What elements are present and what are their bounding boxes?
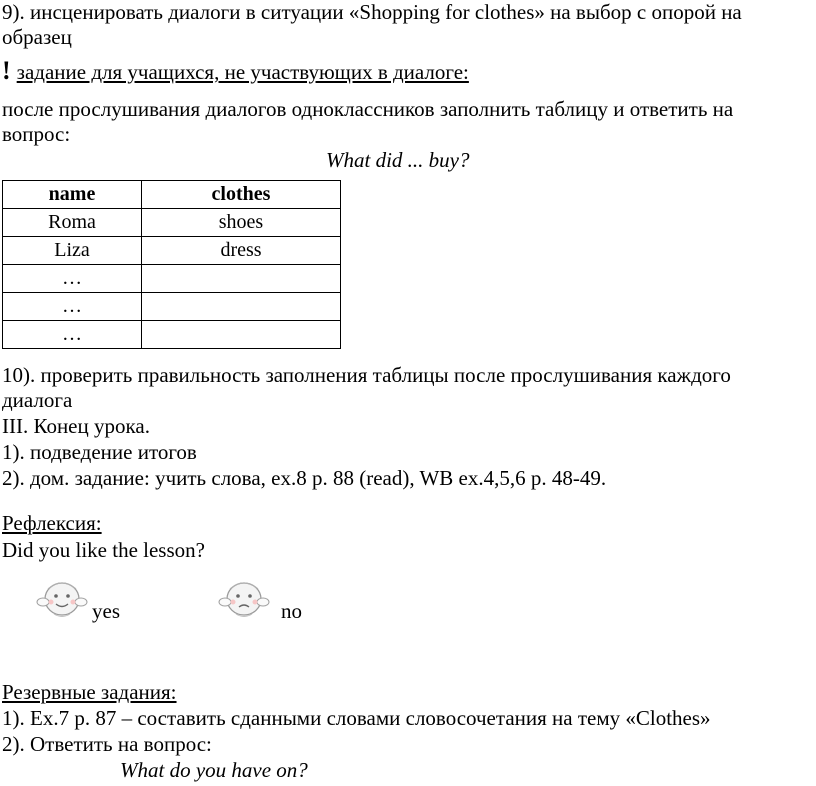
- lesson-end-item-2: 2). дом. задание: учить слова, ex.8 p. 88 (read), WB ex.4,5,6 p. 48-49.: [2, 466, 607, 490]
- reflection-question: Did you like the lesson?: [2, 538, 205, 562]
- table-cell: [142, 321, 341, 349]
- assignment-heading: задание для учащихся, не участвующих в диалоге:: [16, 60, 469, 84]
- table-cell: …: [3, 321, 142, 349]
- exclamation-mark: !: [2, 56, 11, 85]
- answer-no: no: [281, 599, 302, 623]
- task10-line2: диалога: [2, 388, 73, 412]
- reserve-question: What do you have on?: [120, 758, 308, 782]
- table-row: [3, 237, 341, 265]
- task9-line5: вопрос:: [2, 122, 71, 146]
- task9-line2: образец: [2, 25, 72, 49]
- lesson-end-item-1: 1). подведение итогов: [2, 440, 197, 464]
- table-row: [3, 293, 341, 321]
- table-cell: shoes: [142, 209, 341, 237]
- table-cell: [142, 265, 341, 293]
- table-row: [3, 265, 341, 293]
- task9-line4: после прослушивания диалогов одноклассников заполнить таблицу и ответить на: [2, 97, 734, 121]
- reflection-heading: Рефлексия:: [2, 511, 102, 535]
- table-row: [3, 321, 341, 349]
- task10-line1: 10). проверить правильность заполнения таблицы после прослушивания каждого: [2, 363, 731, 387]
- table-cell: [142, 293, 341, 321]
- reserve-item-2: 2). Ответить на вопрос:: [2, 732, 212, 756]
- table-row: [3, 209, 341, 237]
- column-header-clothes: clothes: [142, 181, 341, 209]
- column-header-name: name: [3, 181, 142, 209]
- task9-line1: 9). инсценировать диалоги в ситуации «Shopping for clothes» на выбор с опорой на: [2, 0, 742, 24]
- name-clothes-table: [2, 180, 341, 349]
- reserve-heading: Резервные задания:: [2, 680, 177, 704]
- reserve-item-1: 1). Ex.7 p. 87 – составить сданными словами словосочетания на тему «Clothes»: [2, 706, 711, 730]
- lesson-end-heading: III. Конец урока.: [2, 414, 150, 438]
- table-cell: dress: [142, 237, 341, 265]
- table-cell: Liza: [3, 237, 142, 265]
- table-cell: …: [3, 265, 142, 293]
- table-cell: Roma: [3, 209, 142, 237]
- task9-assignment-line: [2, 56, 469, 86]
- happy-face-icon: [34, 572, 90, 622]
- table-cell: …: [3, 293, 142, 321]
- sad-face-icon: [216, 572, 272, 622]
- table-header-row: [3, 181, 341, 209]
- answer-yes: yes: [92, 599, 120, 623]
- task9-question: What did ... buy?: [326, 148, 470, 172]
